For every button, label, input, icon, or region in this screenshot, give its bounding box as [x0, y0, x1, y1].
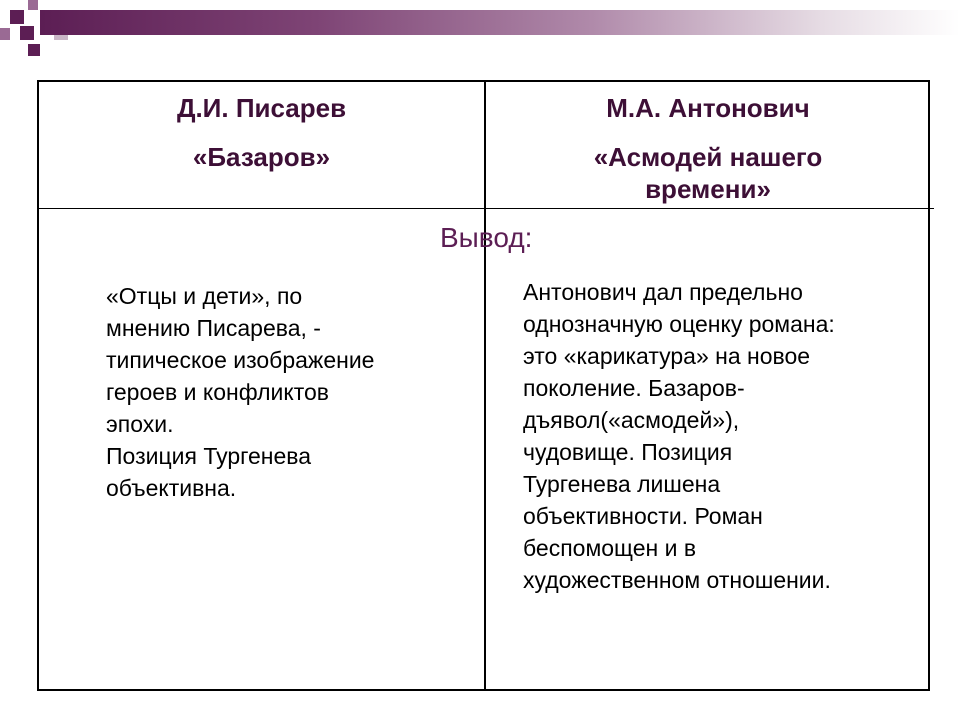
text-line: Антонович дал предельно: [523, 279, 803, 305]
text-line: типическое изображение: [106, 347, 375, 373]
text-line: объективна.: [106, 475, 237, 501]
text-line: беспомощен и в: [523, 535, 697, 561]
text-line: это «карикатура» на новое: [523, 343, 811, 369]
table-row-divider: [39, 208, 934, 209]
header-author: М.А. Антонович: [606, 93, 810, 123]
header-article-title: «Асмодей нашего: [593, 141, 823, 172]
text-line: дъявол(«асмодей»),: [523, 407, 740, 433]
text-line: однозначную оценку романа:: [523, 311, 835, 337]
antonovich-conclusion: [523, 276, 913, 596]
text-line: чудовище. Позиция: [523, 439, 733, 465]
header-cell-pisarev: [39, 82, 484, 208]
text-line: героев и конфликтов: [106, 379, 330, 405]
header-article-title: «Базаров»: [192, 141, 331, 172]
text-line: Тургенева лишена: [523, 471, 721, 497]
pisarev-conclusion: [106, 280, 446, 504]
deco-square: [20, 26, 34, 40]
conclusion-label: Вывод:: [440, 222, 533, 253]
text-line: мнению Писарева, -: [106, 315, 321, 341]
text-line: Позиция Тургенева: [106, 443, 312, 469]
text-line: эпохи.: [106, 411, 174, 437]
deco-square: [28, 44, 40, 56]
deco-square: [10, 10, 24, 24]
text-line: «Отцы и дети», по: [106, 283, 303, 309]
deco-square: [0, 28, 10, 40]
header-article-title-continued: времени»: [645, 174, 771, 204]
header-cell-antonovich: [486, 82, 930, 208]
text-line: поколение. Базаров-: [523, 375, 745, 401]
text-line: объективности. Роман: [523, 503, 763, 529]
text-line: художественном отношении.: [523, 567, 831, 593]
header-author: Д.И. Писарев: [176, 93, 347, 123]
deco-square: [28, 0, 38, 10]
header-gradient-bar: [40, 10, 960, 35]
